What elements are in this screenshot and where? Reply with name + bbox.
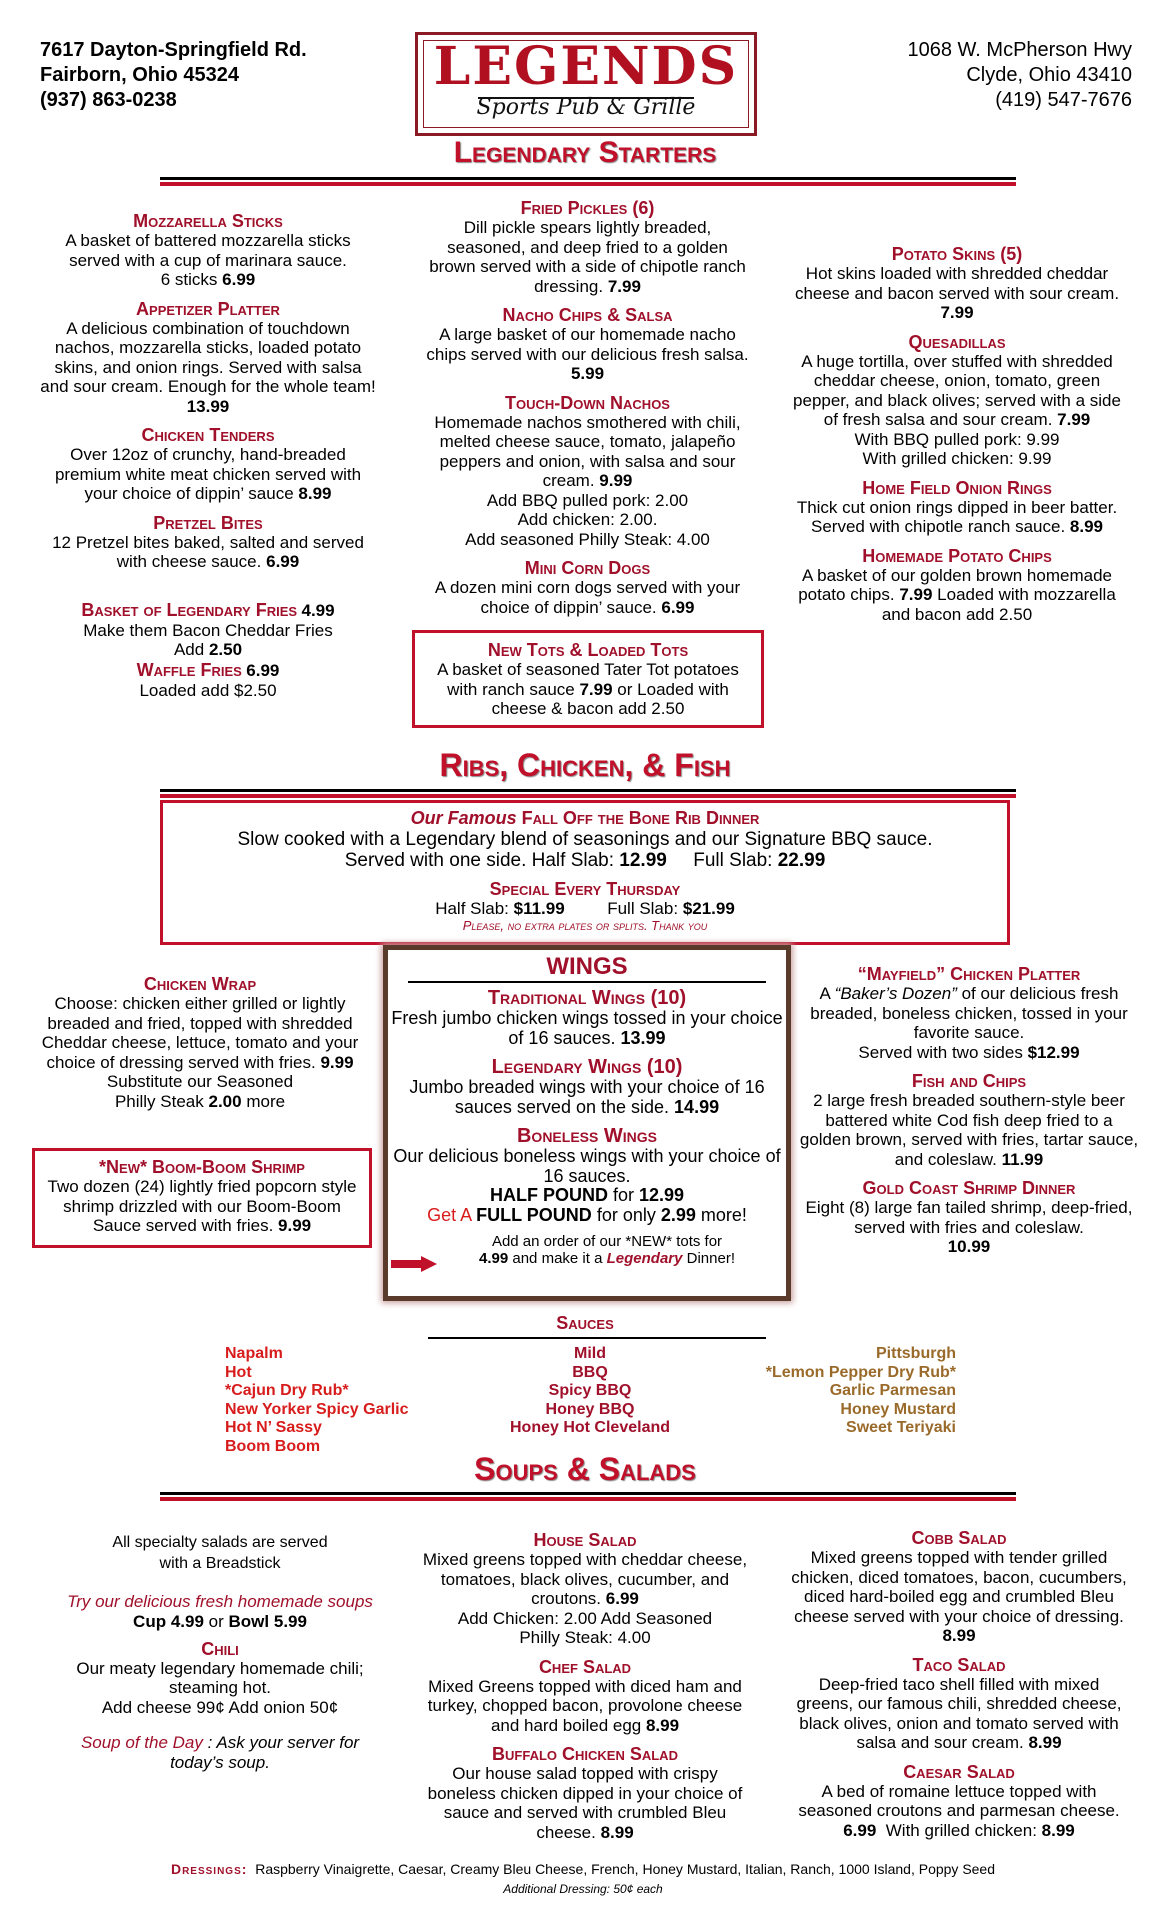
half-pound-line: HALF POUND for 12.99 [489, 1185, 685, 1205]
item-price: 10.99 [947, 1237, 991, 1256]
city-line: Clyde, Ohio 43410 [966, 64, 1132, 86]
item-title: Appetizer Platter [136, 298, 280, 319]
sauce-item: Napalm [225, 1345, 283, 1362]
item-addon: Philly Steak 2.00 more [114, 1091, 286, 1111]
wrap-column [30, 974, 370, 1111]
waffle-block [38, 660, 378, 681]
divider [160, 182, 1016, 186]
item-description: Thick cut onion rings dipped in beer batter. Served with chipotle ranch sauce. 8.99 [796, 497, 1118, 536]
dressings-line [40, 1860, 1126, 1878]
platter-column [798, 964, 1140, 1257]
item-price: 13.99 [620, 1027, 666, 1048]
sauce-item: Boom Boom [225, 1437, 321, 1455]
item-price: 5.99 [570, 364, 605, 383]
soups-column [30, 1532, 410, 1772]
item-description: Mixed greens topped with tender grilled chicken, diced tomatoes, bacon, cucumbers, diced hard-boiled egg and crumbled Bleu cheese served with your choice of dressing. 8.99 [791, 1548, 1127, 1645]
special-prices: Half Slab: $11.99 Full Slab: $21.99 [435, 899, 735, 918]
item-addon: Add BBQ pulled pork: 2.00 [486, 490, 689, 510]
wings-title: WINGS [546, 953, 628, 980]
item-title: Chili [201, 1638, 239, 1659]
sauce-item: Honey BBQ [545, 1400, 635, 1418]
item-price: 8.99 [1069, 517, 1104, 536]
item-price: 2.50 [208, 640, 243, 659]
item-description: Add 2.50 [173, 640, 243, 659]
boom-shrimp-box [32, 1148, 372, 1248]
starters-column-2 [425, 198, 750, 617]
sauces-hot-list [225, 1345, 409, 1456]
item-price: 9.99 [599, 471, 633, 490]
item-description: Dill pickle spears lightly breaded, seasoned, and deep fried to a golden brown served with a side of chipotle ranch dressing. 7.99 [429, 218, 746, 296]
item-description: Two dozen (24) lightly fried popcorn style shrimp drizzled with our Boom-Boom Sauce served with fries. 9.99 [47, 1177, 357, 1235]
sauce-item: Mild [574, 1345, 606, 1362]
item-description: A dozen mini corn dogs served with your choice of dippin’ sauce. 6.99 [434, 578, 741, 617]
item-description: A basket of seasoned Tater Tot potatoes with ranch sauce 7.99 or Loaded with cheese & bacon add 2.50 [437, 660, 739, 718]
wings-box [383, 945, 791, 1301]
item-title: Traditional Wings (10) [487, 987, 687, 1009]
item-price: $12.99 [1027, 1042, 1080, 1062]
item-title: Boneless Wings [516, 1125, 657, 1147]
item-title: Pretzel Bites [153, 512, 263, 533]
section-title-ribs: Ribs, Chicken, & Fish [439, 747, 731, 783]
item-title: New Tots & Loaded Tots [487, 640, 689, 660]
salads-column-1 [420, 1530, 750, 1842]
special-title: Special Every Thursday [489, 879, 681, 899]
item-price: 6.99 [605, 1589, 639, 1608]
soup-of-the-day: Soup of the Day : Ask your server for today’s soup. [80, 1733, 360, 1772]
item-title: Nacho Chips & Salsa [502, 305, 673, 325]
item-price: 14.99 [674, 1096, 720, 1117]
item-price: 6.99 [843, 1820, 877, 1840]
item-title: House Salad [533, 1530, 637, 1550]
sauces-sweet-list [766, 1345, 956, 1438]
item-price: 8.99 [1041, 1820, 1075, 1840]
item-price: 6.99 [246, 660, 280, 680]
item-title: Potato Skins (5) [891, 244, 1023, 264]
item-title: *New* Boom-Boom Shrimp [99, 1157, 305, 1177]
item-title: Homemade Potato Chips [862, 545, 1052, 566]
item-addon: Philly Steak: 4.00 [519, 1628, 651, 1647]
item-addon: Add Chicken: 2.00 Add Seasoned [457, 1608, 713, 1628]
starters-column-3 [792, 244, 1122, 624]
item-title: Fish and Chips [911, 1071, 1027, 1091]
item-title: Buffalo Chicken Salad [492, 1744, 678, 1764]
item-description: Loaded add $2.50 [139, 680, 277, 700]
rib-dinner-box [160, 800, 1010, 945]
city-line: Fairborn, Ohio 45324 [40, 64, 239, 86]
soup-promo: Try our delicious fresh homemade soups [67, 1592, 373, 1611]
tots-box [412, 630, 764, 728]
sauce-item: *Lemon Pepper Dry Rub* [765, 1363, 956, 1381]
tots-upsell: Add an order of our *NEW* tots for 4.99 and make it a Legendary Dinner! [479, 1233, 735, 1267]
logo-subtitle: Sports Pub & Grille [476, 95, 696, 120]
item-description: Over 12oz of crunchy, hand-breaded premium white meat chicken served with your choice of dippin’ sauce 8.99 [54, 445, 362, 503]
additional-dressing-note: Additional Dressing: 50¢ each [503, 1882, 663, 1896]
item-title: Caesar Salad [903, 1761, 1015, 1782]
half-slab-price: 12.99 [619, 850, 667, 871]
sauce-item: BBQ [572, 1363, 608, 1381]
item-price: 7.99 [899, 585, 933, 604]
item-price: 7.99 [1057, 410, 1091, 429]
item-title: Legendary Wings (10) [491, 1056, 683, 1078]
item-price: 9.99 [278, 1216, 312, 1235]
item-title: Waffle Fries [136, 659, 242, 680]
item-title: Touch-Down Nachos [505, 392, 670, 413]
left-address [40, 38, 307, 113]
item-price: 4.99 [301, 600, 335, 620]
item-sides: Served with two sides $12.99 [858, 1042, 1080, 1062]
item-price: 6.99 [222, 270, 256, 289]
item-description: A bed of romaine lettuce topped with seasoned croutons and parmesan cheese. 6.99 With grilled chicken: 8.99 [798, 1781, 1120, 1840]
divider [160, 1492, 1016, 1495]
item-description: Mixed greens topped with cheddar cheese, tomatoes, black olives, cucumber, and croutons. 6.99 [422, 1550, 748, 1608]
item-description: A basket of our golden brown homemade potato chips. 7.99 Loaded with mozzarella and bacon add 2.50 [798, 565, 1116, 624]
dressings-list: Raspberry Vinaigrette, Caesar, Creamy Bleu Cheese, French, Honey Mustard, Italian, Ranch, 1000 Island, Poppy Seed [255, 1861, 996, 1877]
rib-description: Slow cooked with a Legendary blend of seasonings and our Signature BBQ sauce. [237, 829, 933, 850]
item-price: 8.99 [645, 1715, 680, 1735]
item-price: 7.99 [940, 303, 974, 322]
sauce-item: Hot [225, 1363, 252, 1381]
sauces-title: Sauces [556, 1313, 614, 1333]
address-line: 1068 W. McPherson Hwy [907, 39, 1132, 61]
dressings-label: Dressings: [170, 1861, 248, 1877]
special-note: Please, no extra plates or splits. Thank you [462, 918, 708, 933]
item-title: Mozzarella Sticks [133, 211, 283, 231]
item-addon: With BBQ pulled pork: 9.99 [854, 429, 1060, 449]
item-description: Hot skins loaded with shredded cheddar cheese and bacon served with sour cream. 7.99 [794, 264, 1120, 322]
section-title-soups: Soups & Salads [474, 1451, 696, 1487]
sauce-item: *Cajun Dry Rub* [225, 1382, 349, 1399]
item-price: 8.99 [600, 1822, 634, 1842]
rib-prices: Served with one side. Half Slab: 12.99 Full Slab: 22.99 [344, 850, 826, 871]
item-addon: Add chicken: 2.00. [517, 510, 658, 529]
sauce-item: Honey Mustard [840, 1400, 956, 1418]
divider [160, 789, 1016, 792]
item-description: Fresh jumbo chicken wings tossed in your choice of 16 sauces. 13.99 [391, 1008, 783, 1048]
item-price: 6.99 [266, 552, 300, 571]
legends-logo [415, 32, 757, 136]
salads-column-2 [788, 1528, 1130, 1840]
item-title: Mini Corn Dogs [524, 558, 651, 578]
sauce-item: New Yorker Spicy Garlic [225, 1400, 409, 1418]
item-price: 8.99 [1028, 1733, 1062, 1752]
item-title: Taco Salad [912, 1654, 1006, 1675]
item-title: Chicken Tenders [141, 425, 275, 445]
item-price: 7.99 [607, 276, 641, 296]
item-description: Homemade nachos smothered with chili, melted cheese sauce, tomato, jalapeño peppers and onion, with salsa and sour cream. 9.99 [434, 412, 741, 490]
address-line: 7617 Dayton-Springfield Rd. [40, 39, 307, 61]
item-title: Fried Pickles (6) [520, 198, 655, 218]
item-title: Chicken Wrap [143, 974, 257, 994]
item-price: 13.99 [186, 396, 230, 416]
item-title: Quesadillas [908, 331, 1006, 352]
logo-name: LEGENDS [433, 36, 739, 97]
item-title: Basket of Legendary Fries [81, 599, 298, 620]
item-description: A huge tortilla, over stuffed with shredded cheddar cheese, onion, tomato, green pepper, and black olives; served with a side of fresh salsa and sour cream. 7.99 [793, 351, 1121, 429]
item-description: Make them Bacon Cheddar Fries [83, 620, 333, 640]
sauce-item: Spicy BBQ [548, 1382, 632, 1399]
item-description: 12 Pretzel bites baked, salted and served with cheese sauce. 6.99 [52, 532, 364, 571]
item-description: Choose: chicken either grilled or lightly breaded and fried, topped with shredded Cheddar cheese, lettuce, tomato and your choice of dressing served with fries. 9.99 [41, 994, 359, 1072]
item-description: A basket of battered mozzarella sticks served with a cup of marinara sauce. 6 sticks 6.99 [65, 231, 351, 289]
item-addon: Add cheese 99¢ Add onion 50¢ [101, 1697, 339, 1717]
rib-title: Our Famous Fall Off the Bone Rib Dinner [410, 808, 760, 828]
breadstick-note: All specialty salads are served with a Breadstick [112, 1534, 328, 1572]
full-slab-price: 22.99 [777, 850, 826, 871]
item-description: Our delicious boneless wings with your choice of 16 sauces. [393, 1146, 781, 1186]
item-description: Mixed Greens topped with diced ham and turkey, chopped bacon, provolone cheese and hard boiled egg 8.99 [427, 1676, 743, 1735]
sauce-item: Honey Hot Cleveland [509, 1419, 671, 1436]
item-description: Eight (8) large fan tailed shrimp, deep-fried, served with fries and coleslaw. [805, 1198, 1133, 1237]
item-title: Cobb Salad [911, 1528, 1007, 1548]
item-title: Gold Coast Shrimp Dinner [862, 1178, 1076, 1198]
item-addon: Add seasoned Philly Steak: 4.00 [465, 529, 710, 549]
divider [160, 794, 1016, 798]
item-description: Deep-fried taco shell filled with mixed greens, our famous chili, shredded cheese, black olives, onion and tomato served with salsa and sour cream. 8.99 [796, 1674, 1122, 1752]
item-description: Our meaty legendary homemade chili; steaming hot. [76, 1658, 364, 1697]
phone-line: (937) 863-0238 [40, 89, 177, 111]
fries-block [38, 600, 378, 621]
item-title: “Mayfield” Chicken Platter [857, 964, 1081, 984]
full-pound-line: Get A FULL POUND for only 2.99 more! [427, 1204, 747, 1225]
item-price: 6.99 [661, 597, 695, 617]
item-price: 11.99 [1001, 1149, 1044, 1169]
item-description: 2 large fresh breaded southern-style beer battered white Cod fish deep fried to a golden brown, served with fries, tartar sauce, and coleslaw. 11.99 [799, 1091, 1139, 1169]
item-description: Our house salad topped with crispy boneless chicken dipped in your choice of sauce and served with crumbled Bleu cheese. 8.99 [427, 1764, 743, 1842]
item-description: A delicious combination of touchdown nachos, mozzarella sticks, loaded potato skins, and onion rings. Served with salsa and sour cream. Enough for the whole team! 13.99 [40, 318, 376, 416]
sauce-item: Hot N’ Sassy [225, 1419, 322, 1436]
item-title: Chef Salad [538, 1656, 632, 1677]
item-price: 8.99 [298, 484, 332, 503]
item-description: Jumbo breaded wings with your choice of 16 sauces served on the side. 14.99 [409, 1077, 765, 1117]
divider [160, 1497, 1016, 1501]
sauce-item: Pittsburgh [876, 1345, 956, 1362]
divider [428, 1337, 766, 1339]
arrow-right-icon [391, 1256, 437, 1272]
item-addon: With grilled chicken: 9.99 [862, 449, 1052, 468]
soup-sizes: Cup 4.99 or Bowl 5.99 [133, 1612, 307, 1631]
starters-column-1 [38, 211, 378, 700]
sauces-mild-list [470, 1345, 710, 1438]
divider [160, 177, 1016, 180]
section-title-starters: Legendary Starters [453, 136, 717, 169]
item-price: 7.99 [579, 679, 613, 699]
right-address [907, 38, 1132, 113]
item-description: A “Baker’s Dozen” of our delicious fresh breaded, boneless chicken, tossed in your favorite sauce. [810, 984, 1128, 1042]
sauce-item: Sweet Teriyaki [846, 1419, 956, 1436]
phone-line: (419) 547-7676 [995, 89, 1132, 111]
item-title: Home Field Onion Rings [862, 477, 1052, 498]
sauce-item: Garlic Parmesan [829, 1382, 956, 1399]
item-price: 8.99 [942, 1626, 976, 1645]
item-description: A large basket of our homemade nacho chips served with our delicious fresh salsa. 5.99 [426, 325, 749, 383]
item-addon: Substitute our Seasoned [106, 1072, 294, 1091]
item-price: 9.99 [320, 1052, 354, 1072]
